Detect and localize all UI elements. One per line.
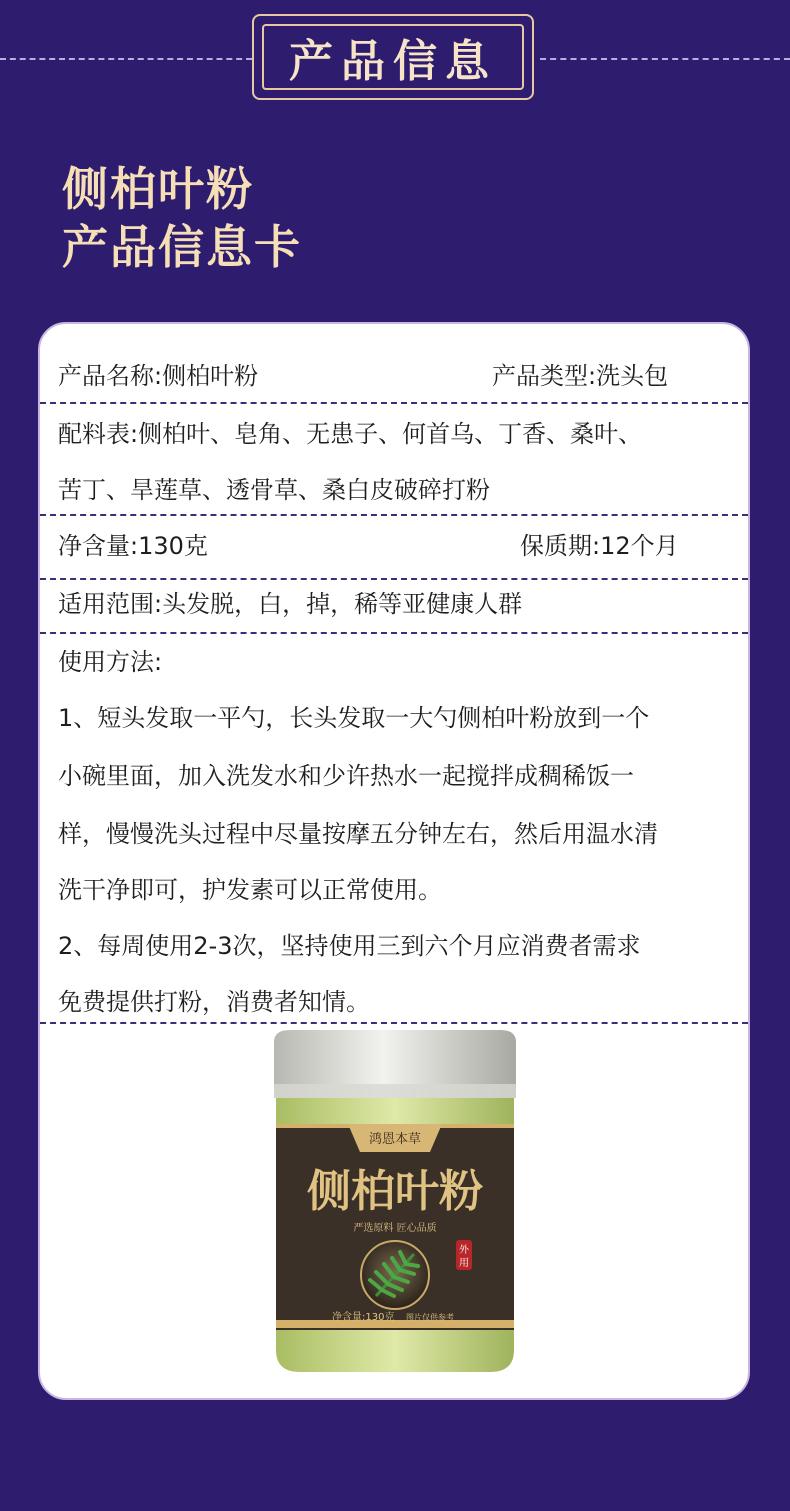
usage-title: 使用方法: [58,648,163,676]
row-divider [40,1022,748,1024]
usage-line: 小碗里面，加入洗发水和少许热水一起搅拌成稠稀饭一 [58,762,634,790]
row-divider [40,514,748,516]
usage-line: 2、每周使用2-3次，坚持使用三到六个月应消费者需求 [58,932,641,960]
section-title: 产品信息 [262,24,524,90]
usage-line: 样，慢慢洗头过程中尽量按摩五分钟左右，然后用温水清 [58,820,658,848]
badge-char: 用 [459,1258,469,1269]
usage-line: 洗干净即可，护发素可以正常使用。 [58,876,442,904]
product-jar [270,1028,520,1376]
row-divider [40,402,748,404]
section-title-frame [252,14,534,100]
row-divider [40,578,748,580]
jar-product-name: 侧柏叶粉 [307,1166,483,1217]
jar-net-weight: 净含量:130克 [332,1312,395,1323]
jar-slogan: 严选原料 匠心品质 [353,1223,437,1234]
ingredients-line-2: 苦丁、旱莲草、透骨草、桑白皮破碎打粉 [58,476,490,504]
info-card-heading: 产品信息卡 [62,220,302,274]
header-divider-right [540,58,790,60]
product-jar-image [270,1028,520,1376]
ingredients-line-1: 配料表:侧柏叶、皂角、无患子、何首乌、丁香、桑叶、 [58,420,643,448]
net-weight: 净含量:130克 [58,532,208,560]
badge-char: 外 [459,1245,469,1256]
row-divider [40,632,748,634]
product-heading: 侧柏叶粉 [62,162,254,216]
jar-image-note: 图片仅供参考 [406,1313,454,1322]
header-divider-left [0,58,252,60]
product-name: 产品名称:侧柏叶粉 [58,362,259,390]
usage-scope: 适用范围:头发脱，白，掉，稀等亚健康人群 [58,590,523,618]
product-info-card [38,322,750,1400]
jar-brand: 鸿恩本草 [368,1132,422,1147]
product-type: 产品类型:洗头包 [492,362,669,390]
shelf-life: 保质期:12个月 [520,532,679,560]
usage-line: 免费提供打粉，消费者知情。 [58,988,370,1016]
usage-line: 1、短头发取一平勺，长头发取一大勺侧柏叶粉放到一个 [58,704,650,732]
